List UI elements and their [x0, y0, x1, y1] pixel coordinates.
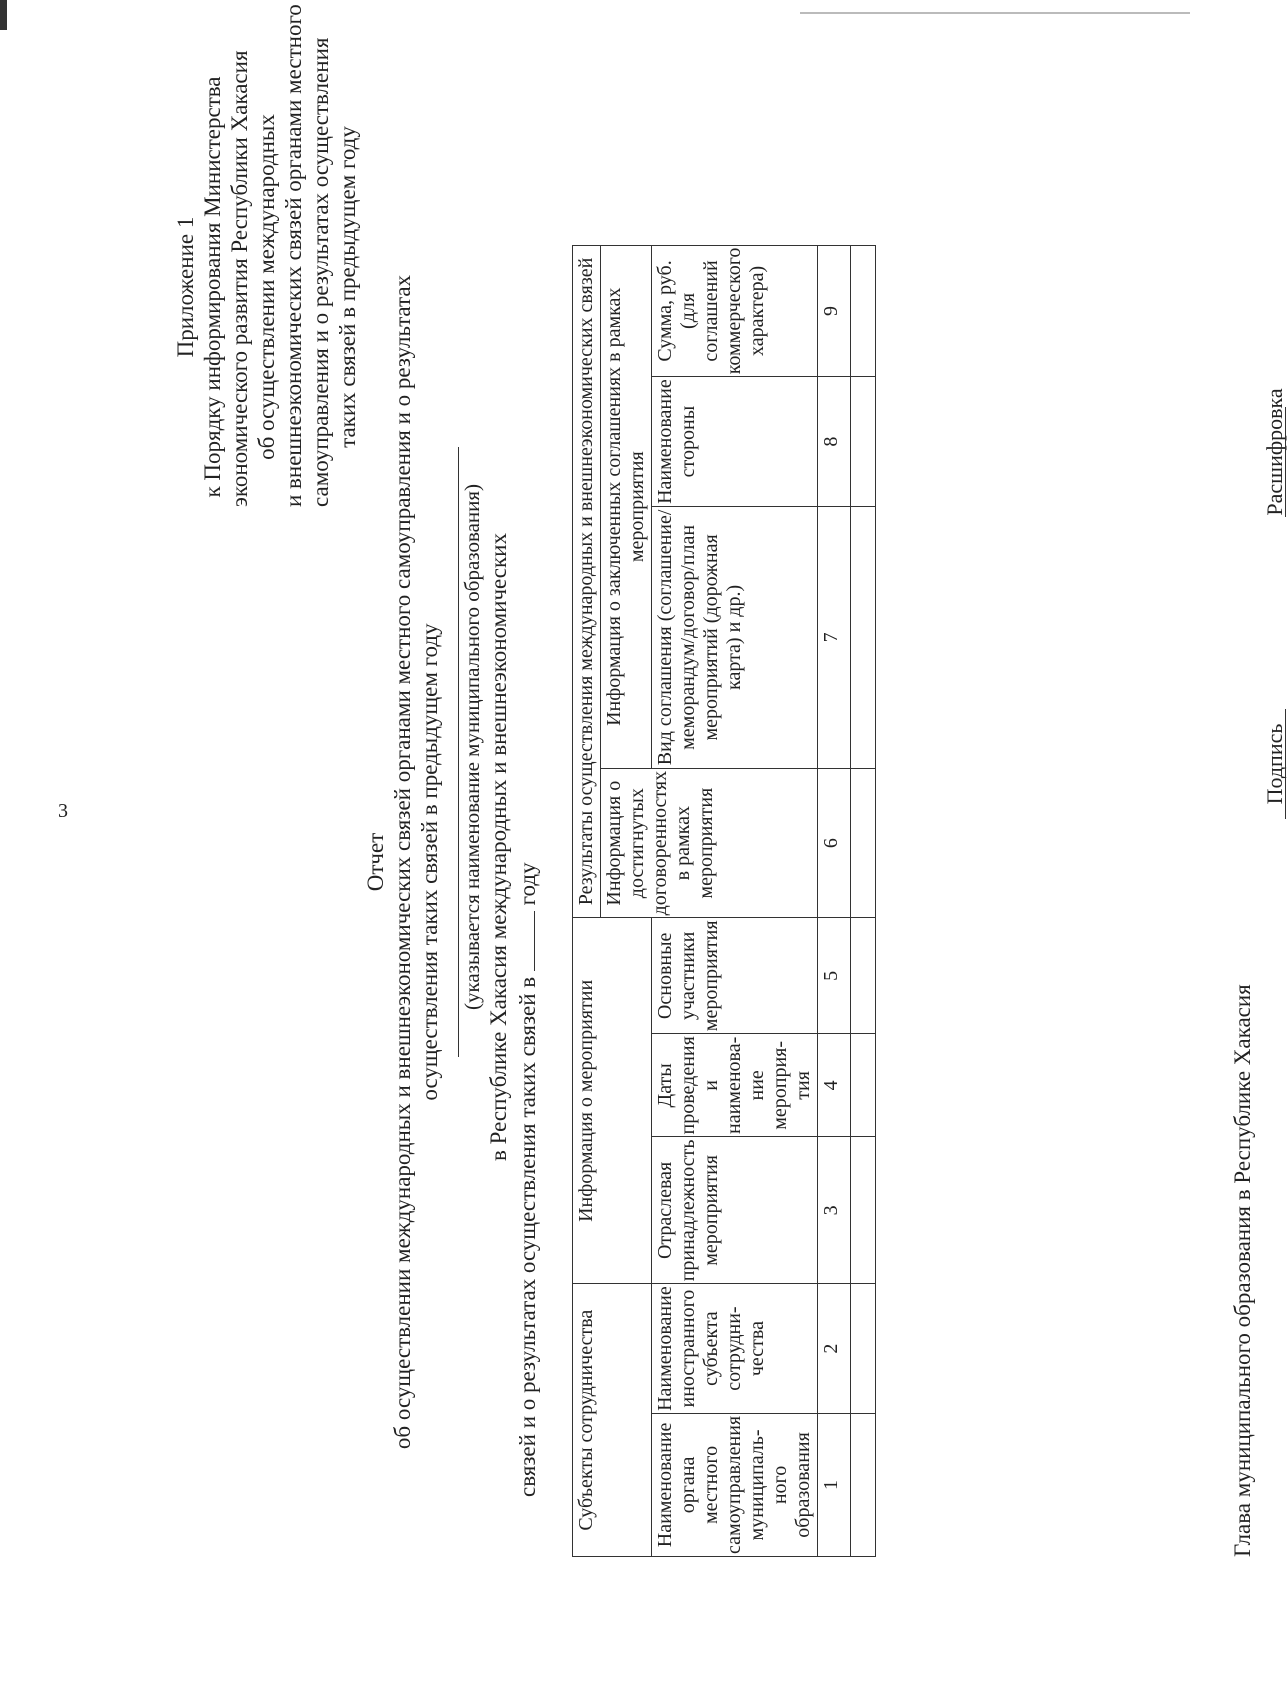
group-header-subjects: Субъекты сотрудничества [573, 1284, 652, 1557]
empty-cell [851, 768, 876, 918]
decoding-line [1285, 407, 1286, 517]
signature-line [1285, 709, 1286, 819]
report-line-3 [512, 197, 541, 1497]
empty-cell [851, 1137, 876, 1284]
report-line-3-after: году [515, 862, 540, 906]
signature-label: Подпись [1262, 723, 1287, 805]
column-header-8: Наименование стороны [652, 377, 818, 507]
column-header-4: Даты проведения и наименова-ние мероприя-тия [652, 1034, 818, 1137]
column-number: 7 [818, 506, 851, 768]
decoding-label: Расшифровка [1262, 388, 1287, 516]
column-header-2: Наименование иностранного субъекта сотрудни-чества [652, 1284, 818, 1414]
report-line-2: в Республике Хакасия международных и внешнеэкономических [486, 533, 511, 1162]
municipality-note: (указывается наименование муниципального образования) [460, 483, 484, 1011]
empty-cell [851, 506, 876, 768]
empty-cell [851, 1284, 876, 1414]
column-header-3: Отраслевая принадлежность мероприятия [652, 1137, 818, 1284]
group-header-results: Результаты осуществления международных и внешнеэкономических связей [573, 245, 601, 918]
column-number: 4 [818, 1034, 851, 1137]
column-number: 2 [818, 1284, 851, 1414]
column-header-9: Сумма, руб. (для соглашений коммерческого характера) [652, 245, 818, 377]
municipality-head-label: Глава муниципального образования в Республике Хакасия [1230, 984, 1255, 1557]
report-subtitle-line: об осуществлении международных и внешнеэкономических связей органами местного самоуправления и о результатах [390, 274, 415, 1450]
report-line-3-before: связей и о результатах осуществления таких связей в [515, 976, 540, 1497]
municipality-name-line [458, 447, 459, 1057]
appendix-line: таких связей в предыдущем году [335, 126, 360, 448]
appendix-line: об осуществлении международных [254, 114, 279, 460]
report-title-block [362, 257, 443, 1467]
empty-cell [851, 245, 876, 377]
column-header-6: Информация о достигнутых договоренностях в рамках мероприятия [601, 768, 818, 918]
appendix-line: самоуправления и о результатах осуществления [308, 37, 333, 507]
report-table [572, 245, 876, 1557]
column-number: 6 [818, 768, 851, 918]
column-number: 9 [818, 245, 851, 377]
column-number: 5 [818, 918, 851, 1034]
report-title: Отчет [363, 832, 388, 892]
appendix-line: экономического развития Республики Хакасия [227, 50, 252, 507]
column-header-1: Наименование органа местного самоуправления муниципаль-ного образования [652, 1413, 818, 1556]
column-header-5: Основные участники мероприятия [652, 918, 818, 1034]
empty-cell [851, 377, 876, 507]
group-header-event-info: Информация о мероприятии [573, 918, 652, 1284]
appendix-line: Приложение 1 [173, 216, 198, 358]
empty-cell [851, 918, 876, 1034]
page-number: 3 [58, 800, 68, 822]
column-header-7: Вид соглашения (соглашение/меморандум/договор/план мероприятий (дорожная карта) и др.) [652, 506, 818, 768]
appendix-line: и внешнеэкономических связей органами местного [281, 4, 306, 507]
column-number: 1 [818, 1413, 851, 1556]
appendix-line: к Порядку информирования Министерства [200, 76, 225, 498]
group-header-agreements: Информация о заключенных соглашениях в рамках мероприятия [601, 245, 652, 768]
empty-cell [851, 1413, 876, 1556]
appendix-header [172, 4, 361, 507]
report-subtitle-line: осуществления таких связей в предыдущем году [417, 623, 442, 1101]
column-number: 3 [818, 1137, 851, 1284]
column-number: 8 [818, 377, 851, 507]
year-blank-field [512, 911, 535, 971]
empty-cell [851, 1034, 876, 1137]
